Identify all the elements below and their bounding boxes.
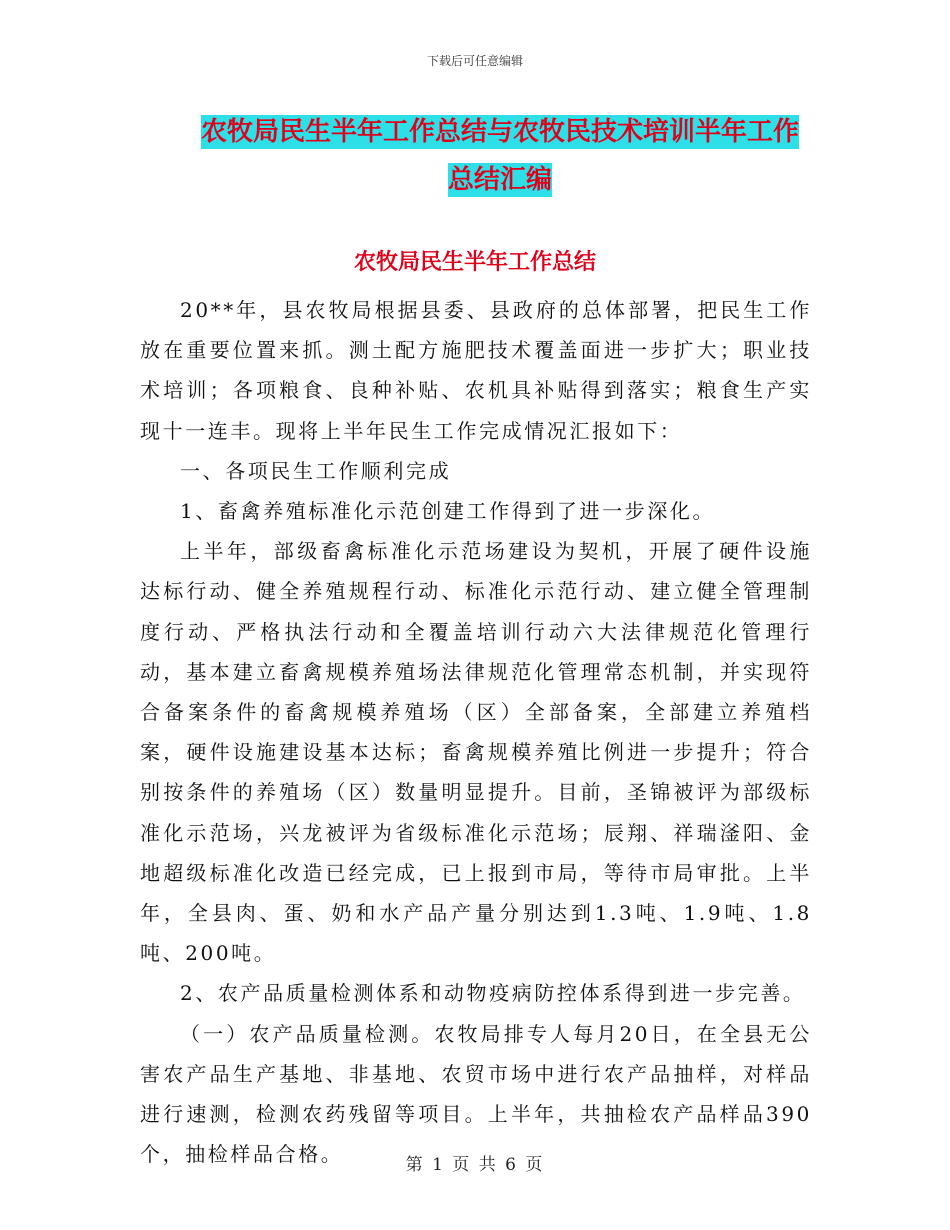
document-title-line-2: 总结汇编 — [447, 165, 552, 195]
document-title — [140, 108, 860, 204]
heading-part-one: 一、各项民生工作顺利完成 — [180, 458, 452, 483]
page-number-footer: 第 1 页 共 6 页 — [405, 1155, 545, 1175]
paragraph-intro: 20**年，县农牧局根据县委、县政府的总体部署，把民生工作放在重要位置来抓。测土配方施肥技术覆盖面进一步扩大；职业技术培训；各项粮食、良种补贴、农机具补贴得到落实；粮食生产实现十一连丰。现将上半年民生工作完成情况汇报如下： — [140, 298, 812, 443]
paragraph-item-1-body: 上半年，部级畜禽标准化示范场建设为契机，开展了硬件设施达标行动、健全养殖规程行动、标准化示范行动、建立健全管理制度行动、严格执法行动和全覆盖培训行动六大法律规范化管理行动，基本建立畜禽规模养殖场法律规范化管理常态机制，并实现符合备案条件的畜禽规模养殖场（区）全部备案，全部建立养殖档案，硬件设施建设基本达标；畜禽规模养殖比例进一步提升；符合别按条件的养殖场（区）数量明显提升。目前，圣锦被评为部级标准化示范场，兴龙被评为省级标准化示范场；辰翔、祥瑞滏阳、金地超级标准化改造已经完成，已上报到市局，等待市局审批。上半年，全县肉、蛋、奶和水产品产量分别达到1.3吨、1.9吨、1.8吨、200吨。 — [140, 539, 812, 966]
paragraph-item-2-body: （一）农产品质量检测。农牧局排专人每月20日，在全县无公害农产品生产基地、非基地、农贸市场中进行农产品抽样，对样品进行速测，检测农药残留等项目。上半年，共抽检农产品样品390个，抽检样品合格。 — [140, 1021, 812, 1167]
document-body — [140, 290, 812, 1174]
page-header-note: 下载后可任意编辑 — [426, 54, 523, 68]
subheading-item-2: 2、农产品质量检测体系和动物疫病防控体系得到进一步完善。 — [180, 981, 806, 1006]
section-title: 农牧局民生半年工作总结 — [353, 250, 596, 275]
document-title-line-1: 农牧局民生半年工作总结与农牧民技术培训半年工作 — [200, 117, 799, 147]
subheading-item-1: 1、畜禽养殖标准化示范创建工作得到了进一步深化。 — [180, 499, 716, 524]
